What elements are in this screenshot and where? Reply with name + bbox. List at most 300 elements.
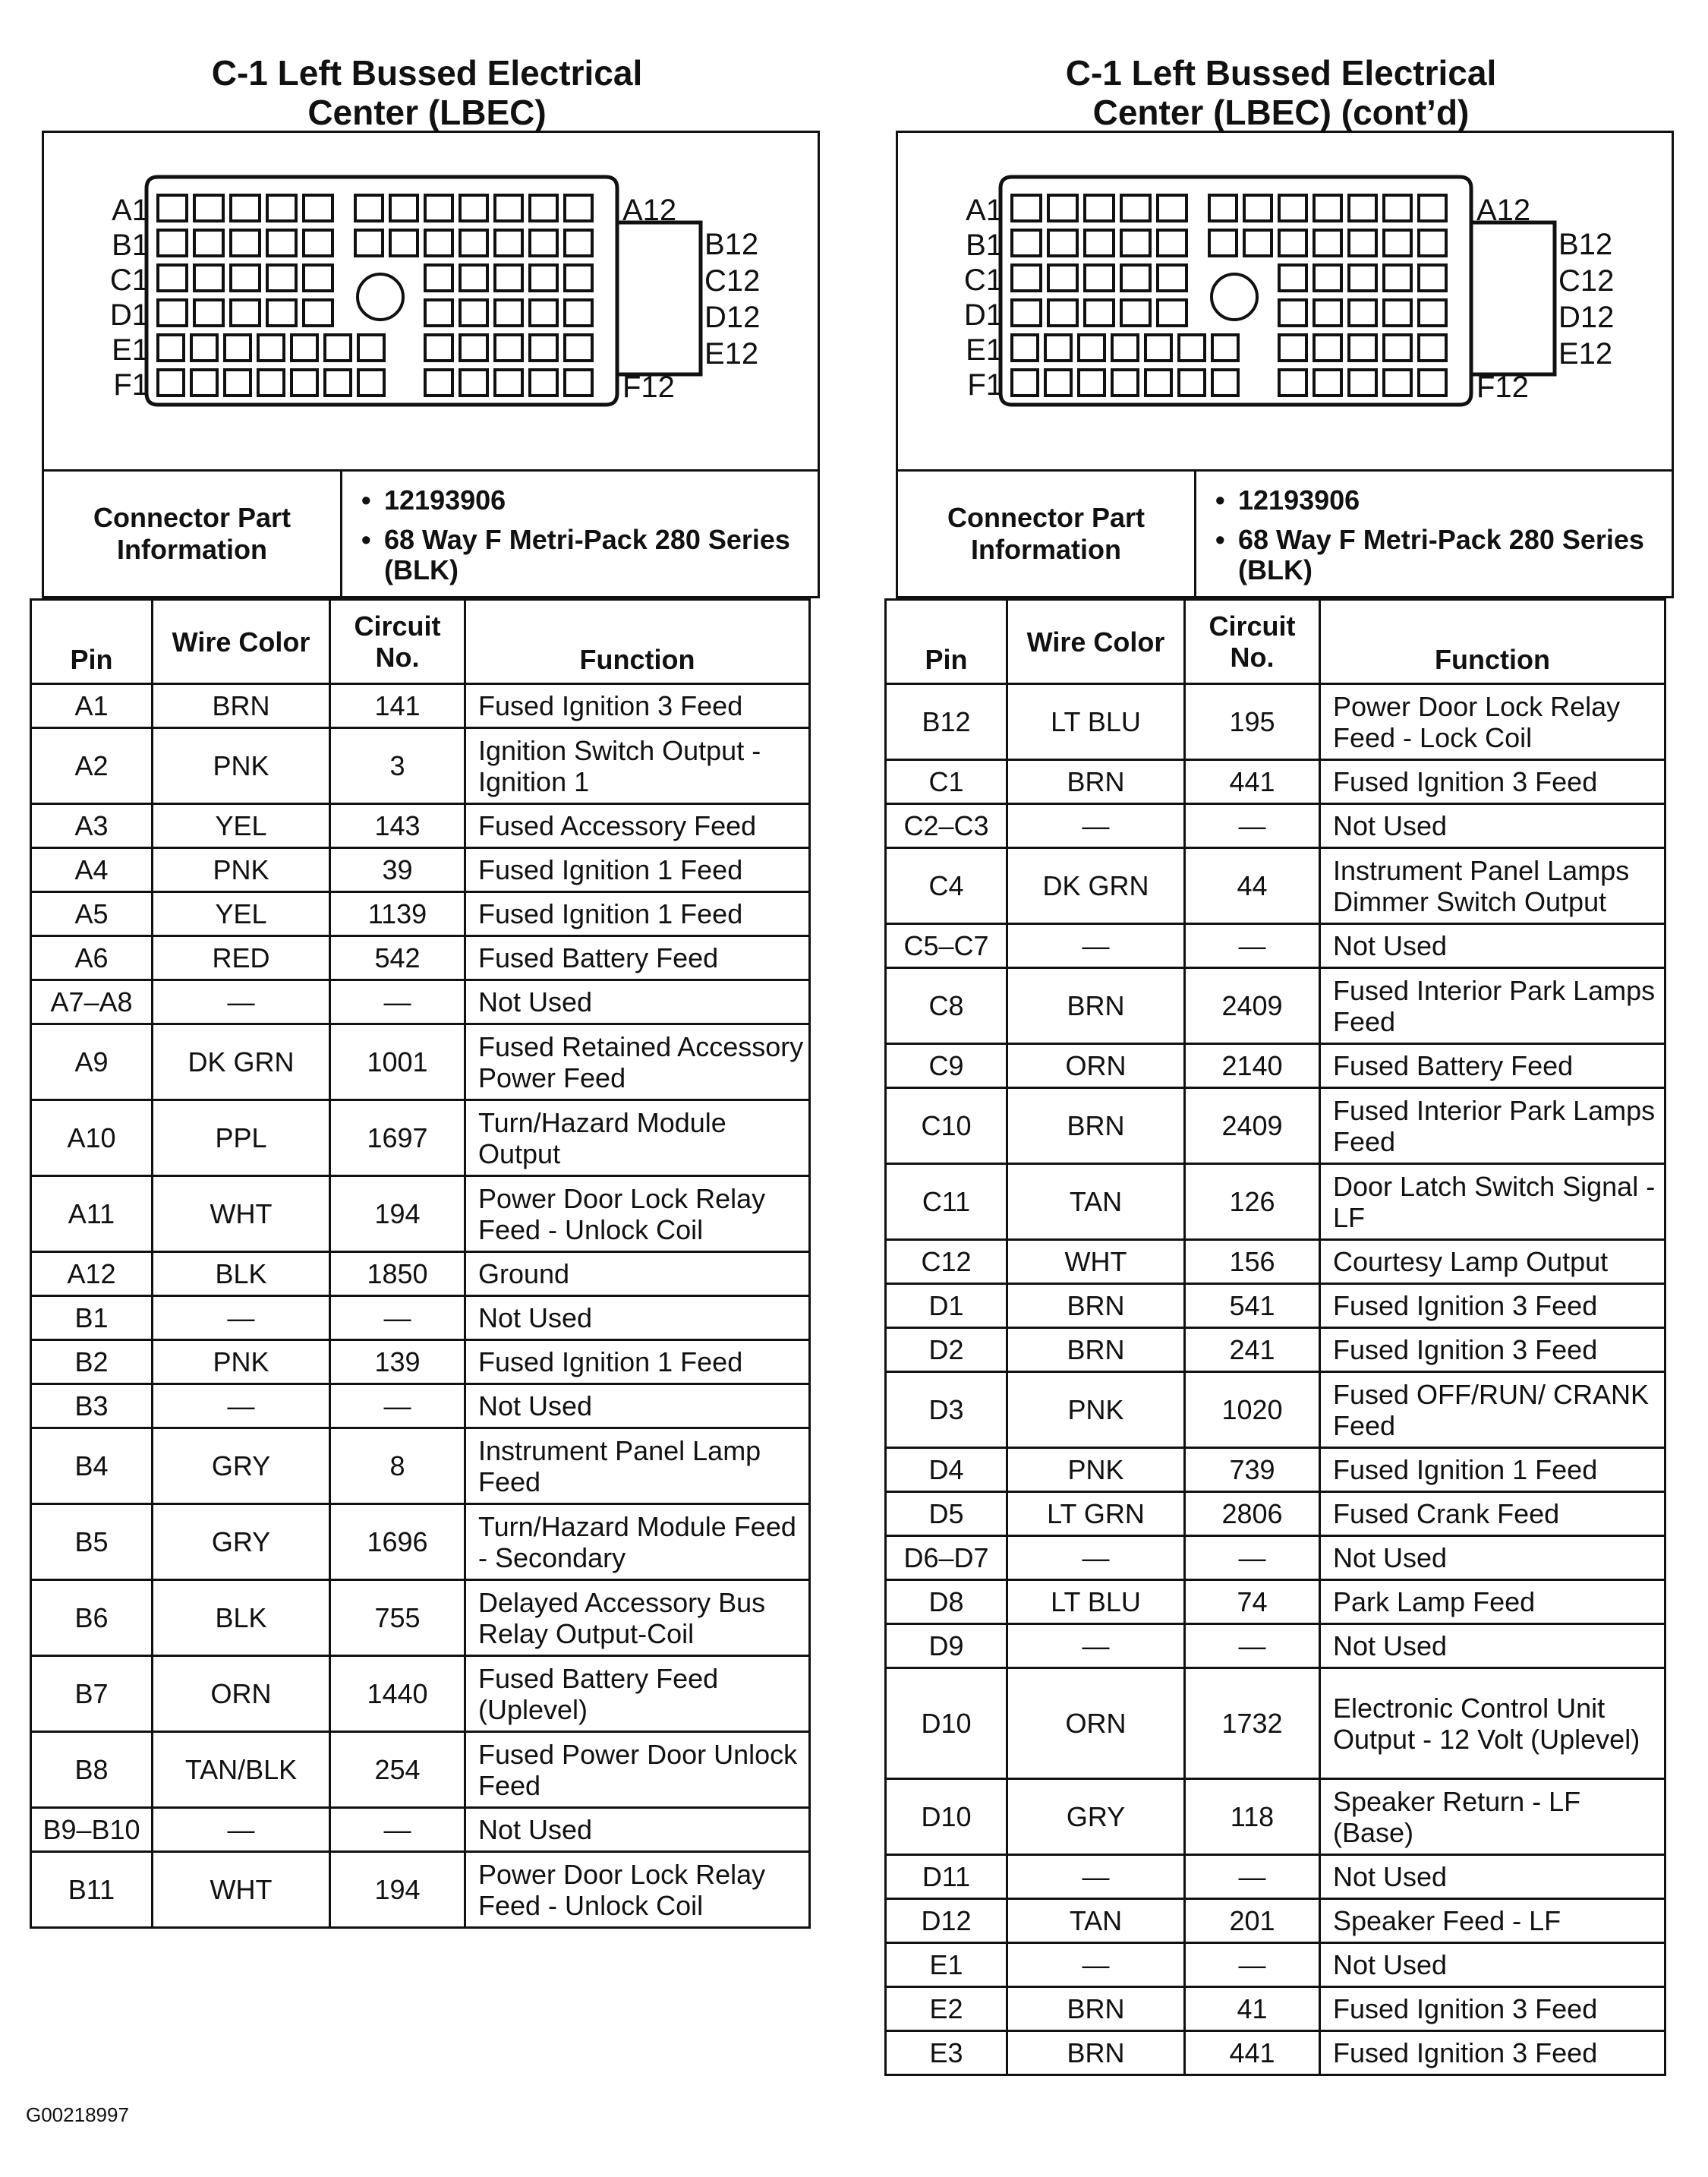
pin-cavity [1145, 370, 1171, 396]
pin-cell: C9 [886, 1044, 1007, 1088]
circuit-cell: — [1185, 924, 1320, 968]
wire-color-cell: PNK [153, 728, 330, 804]
wire-color-cell: PNK [153, 848, 330, 892]
pin-cavity [1048, 195, 1077, 221]
connector-type: • 68 Way F Metri-Pack 280 Series (BLK) [384, 525, 818, 585]
pin-cavity [530, 195, 557, 221]
polarizing-post [1212, 274, 1257, 320]
wire-color-cell: WHT [153, 1852, 330, 1928]
pin-cell: B6 [31, 1580, 153, 1656]
pin-cell: B5 [31, 1504, 153, 1580]
header-pin: Pin [886, 600, 1007, 684]
circuit-cell: 542 [330, 936, 465, 980]
circuit-cell: 194 [330, 1176, 465, 1252]
circuit-cell: 44 [1185, 848, 1320, 924]
pin-cavity [1314, 230, 1341, 256]
pin-cavity [1012, 230, 1041, 256]
connector-face-drawing [898, 133, 1672, 471]
function-cell: Fused Ignition 3 Feed [1320, 1328, 1665, 1372]
circuit-cell: 3 [330, 728, 465, 804]
function-cell: Fused Ignition 3 Feed [1320, 760, 1665, 804]
wire-color-cell: BRN [1007, 760, 1185, 804]
function-cell: Delayed Accessory Bus Relay Output-Coil [465, 1580, 810, 1656]
circuit-cell: 126 [1185, 1164, 1320, 1240]
wire-color-cell: — [1007, 1855, 1185, 1899]
table-row [31, 936, 810, 980]
function-cell: Fused Ignition 1 Feed [465, 1340, 810, 1384]
pin-cavity [1048, 265, 1077, 291]
circuit-cell: 1440 [330, 1656, 465, 1732]
connector-info-label: Connector Part Information [898, 472, 1196, 596]
pin-cavity [158, 265, 187, 291]
pin-cavity [158, 370, 184, 396]
function-cell: Fused Accessory Feed [465, 804, 810, 848]
pin-cell: B1 [31, 1296, 153, 1340]
pin-cell: C8 [886, 968, 1007, 1044]
table-row [886, 1372, 1665, 1448]
wire-color-cell: BRN [1007, 1328, 1185, 1372]
table-row [31, 1296, 810, 1340]
function-cell: Speaker Return - LF (Base) [1320, 1779, 1665, 1855]
pin-cavity [1244, 230, 1272, 256]
pin-cavity [565, 300, 592, 326]
circuit-cell: 1020 [1185, 1372, 1320, 1448]
pin-label: E1 [966, 333, 1003, 367]
circuit-cell: 1697 [330, 1100, 465, 1176]
right-connector-diagram [896, 131, 1674, 471]
pin-cavity [1045, 370, 1071, 396]
table-row [31, 684, 810, 728]
wire-color-cell: BRN [1007, 1284, 1185, 1328]
function-cell: Not Used [1320, 1624, 1665, 1668]
pin-cavity [425, 230, 452, 256]
pin-cell: A12 [31, 1252, 153, 1296]
pin-cavity [1045, 335, 1071, 361]
header-pin: Pin [31, 600, 153, 684]
polarizing-post [358, 274, 403, 320]
table-row [886, 1899, 1665, 1943]
pin-cell: D12 [886, 1899, 1007, 1943]
wire-color-cell: — [153, 1384, 330, 1428]
right-pin-table [884, 598, 1666, 2076]
table-row [886, 1448, 1665, 1492]
pin-cavity [1384, 195, 1411, 221]
table-row [886, 804, 1665, 848]
pin-label: F1 [113, 368, 149, 402]
pin-cavity [1314, 300, 1341, 326]
pin-cavity [460, 230, 487, 256]
circuit-cell: — [1185, 804, 1320, 848]
pin-cavity [325, 370, 351, 396]
function-cell: Ignition Switch Output - Ignition 1 [465, 728, 810, 804]
pin-cell: A9 [31, 1024, 153, 1100]
pin-cavity [530, 370, 557, 396]
pin-cavity [1121, 265, 1150, 291]
pin-label: B12 [704, 228, 759, 261]
pin-cavity [1384, 300, 1411, 326]
pin-cavity [267, 300, 296, 326]
function-cell: Turn/Hazard Module Feed - Secondary [465, 1504, 810, 1580]
function-cell: Fused Ignition 1 Feed [465, 848, 810, 892]
circuit-cell: — [1185, 1855, 1320, 1899]
pin-cavity [460, 335, 487, 361]
pin-cavity [1012, 300, 1041, 326]
pin-cavity [358, 335, 384, 361]
pin-cell: B3 [31, 1384, 153, 1428]
table-row [886, 1328, 1665, 1372]
pin-label: A12 [1476, 194, 1531, 227]
table-row [886, 1779, 1665, 1855]
wire-color-cell: — [1007, 1624, 1185, 1668]
pin-cavity [225, 335, 251, 361]
function-cell: Instrument Panel Lamp Feed [465, 1428, 810, 1504]
pin-cavity [495, 335, 522, 361]
function-cell: Power Door Lock Relay Feed - Lock Coil [1320, 684, 1665, 760]
pin-cavity [1112, 335, 1138, 361]
pin-cavity [1384, 265, 1411, 291]
circuit-cell: — [330, 1296, 465, 1340]
part-number: • 12193906 [1238, 485, 1672, 516]
table-row [886, 2031, 1665, 2075]
table-row [31, 728, 810, 804]
circuit-cell: — [330, 980, 465, 1024]
circuit-cell: 1696 [330, 1504, 465, 1580]
pin-cavity [565, 370, 592, 396]
pin-cavity [325, 335, 351, 361]
pin-cell: C10 [886, 1088, 1007, 1164]
pin-cavity [1012, 195, 1041, 221]
pin-cavity [495, 195, 522, 221]
table-row [31, 1252, 810, 1296]
wire-color-cell: LT GRN [1007, 1492, 1185, 1536]
pin-label: C12 [1558, 264, 1615, 298]
pin-cavity [1279, 230, 1306, 256]
function-cell: Fused Ignition 3 Feed [1320, 1284, 1665, 1328]
pin-label: C1 [109, 263, 149, 297]
wire-color-cell: PNK [1007, 1448, 1185, 1492]
pin-cavity [495, 300, 522, 326]
circuit-cell: 1139 [330, 892, 465, 936]
pin-cavity [1384, 335, 1411, 361]
pin-label: D12 [704, 301, 761, 334]
circuit-cell: 241 [1185, 1328, 1320, 1372]
circuit-cell: 195 [1185, 684, 1320, 760]
function-cell: Speaker Feed - LF [1320, 1899, 1665, 1943]
function-cell: Fused Ignition 1 Feed [465, 892, 810, 936]
pin-cavity [191, 370, 217, 396]
pin-cell: A7–A8 [31, 980, 153, 1024]
table-row [31, 1340, 810, 1384]
pin-cavity [1279, 195, 1306, 221]
pin-label: A1 [112, 194, 149, 227]
pin-cavity [1112, 370, 1138, 396]
left-title: C-1 Left Bussed Electrical Center (LBEC) [211, 53, 643, 132]
pin-cell: B8 [31, 1732, 153, 1808]
wire-color-cell: — [1007, 924, 1185, 968]
pin-cavity [225, 370, 251, 396]
pin-label: E12 [704, 337, 759, 371]
header-wire-color: Wire Color [153, 600, 330, 684]
table-row [886, 1492, 1665, 1536]
wire-color-cell: WHT [153, 1176, 330, 1252]
pin-cell: D10 [886, 1668, 1007, 1779]
pin-cavity [460, 300, 487, 326]
wire-color-cell: DK GRN [153, 1024, 330, 1100]
pin-cavity [1279, 265, 1306, 291]
pin-cavity [1121, 230, 1150, 256]
pin-cell: D4 [886, 1448, 1007, 1492]
table-row [886, 1668, 1665, 1779]
pin-cavity [258, 370, 284, 396]
wire-color-cell: PNK [1007, 1372, 1185, 1448]
pin-cell: A2 [31, 728, 153, 804]
function-cell: Park Lamp Feed [1320, 1580, 1665, 1624]
pin-cell: A4 [31, 848, 153, 892]
pin-cell: B4 [31, 1428, 153, 1504]
pin-cavity [304, 300, 332, 326]
pin-cell: D2 [886, 1328, 1007, 1372]
pin-cavity [425, 335, 452, 361]
function-cell: Fused Ignition 3 Feed [1320, 1987, 1665, 2031]
circuit-cell: 254 [330, 1732, 465, 1808]
circuit-cell: 141 [330, 684, 465, 728]
wire-color-cell: YEL [153, 892, 330, 936]
pin-cavity [495, 230, 522, 256]
pin-cavity [1349, 265, 1376, 291]
table-row [886, 1088, 1665, 1164]
function-cell: Fused Retained Accessory Power Feed [465, 1024, 810, 1100]
pin-cell: E3 [886, 2031, 1007, 2075]
circuit-cell: 1001 [330, 1024, 465, 1100]
function-cell: Fused Interior Park Lamps Feed [1320, 1088, 1665, 1164]
table-row [886, 1240, 1665, 1284]
left-connector-info [42, 469, 820, 598]
pin-cell: A11 [31, 1176, 153, 1252]
pin-cavity [358, 370, 384, 396]
circuit-cell: 143 [330, 804, 465, 848]
connector-info-values [342, 472, 818, 596]
function-cell: Not Used [1320, 1855, 1665, 1899]
circuit-cell: 2409 [1185, 1088, 1320, 1164]
pin-cavity [1212, 370, 1238, 396]
pin-cavity [258, 335, 284, 361]
pin-cavity [1244, 195, 1272, 221]
circuit-cell: 118 [1185, 1779, 1320, 1855]
pin-cavity [267, 195, 296, 221]
pin-cavity [1419, 265, 1446, 291]
circuit-cell: — [1185, 1624, 1320, 1668]
table-row [886, 1855, 1665, 1899]
circuit-cell: 441 [1185, 2031, 1320, 2075]
function-cell: Not Used [1320, 804, 1665, 848]
pin-cavity [1121, 300, 1150, 326]
wire-color-cell: BRN [1007, 968, 1185, 1044]
circuit-cell: 755 [330, 1580, 465, 1656]
pin-cavity [1349, 195, 1376, 221]
pin-cavity [231, 195, 260, 221]
circuit-cell: 139 [330, 1340, 465, 1384]
function-cell: Fused Interior Park Lamps Feed [1320, 968, 1665, 1044]
wire-color-cell: DK GRN [1007, 848, 1185, 924]
function-cell: Not Used [465, 1808, 810, 1852]
function-cell: Power Door Lock Relay Feed - Unlock Coil [465, 1852, 810, 1928]
pin-label: F1 [967, 368, 1003, 402]
function-cell: Not Used [465, 980, 810, 1024]
pin-cavity [304, 230, 332, 256]
pin-label: C1 [963, 263, 1003, 297]
wire-color-cell: — [153, 980, 330, 1024]
wire-color-cell: YEL [153, 804, 330, 848]
function-cell: Power Door Lock Relay Feed - Unlock Coil [465, 1176, 810, 1252]
pin-cavity [1085, 265, 1114, 291]
pin-cell: A1 [31, 684, 153, 728]
pin-cavity [495, 370, 522, 396]
connector-latch [617, 222, 701, 374]
wire-color-cell: PPL [153, 1100, 330, 1176]
pin-label: E1 [112, 333, 149, 367]
pin-cell: C1 [886, 760, 1007, 804]
pin-cavity [1419, 335, 1446, 361]
pin-cell: E1 [886, 1943, 1007, 1987]
pin-cavity [425, 195, 452, 221]
pin-cavity [390, 230, 418, 256]
pin-label: D12 [1558, 301, 1615, 334]
wire-color-cell: — [1007, 804, 1185, 848]
pin-cavity [1349, 335, 1376, 361]
pin-cavity [565, 265, 592, 291]
pin-cavity [530, 335, 557, 361]
pin-cavity [194, 230, 223, 256]
pin-cavity [1314, 195, 1341, 221]
pin-cell: A10 [31, 1100, 153, 1176]
connector-info-values [1196, 472, 1672, 596]
table-row [886, 1044, 1665, 1088]
circuit-cell: 194 [330, 1852, 465, 1928]
table-row [31, 1384, 810, 1428]
table-row [886, 1284, 1665, 1328]
wire-color-cell: — [1007, 1943, 1185, 1987]
function-cell: Not Used [1320, 924, 1665, 968]
wire-color-cell: RED [153, 936, 330, 980]
function-cell: Not Used [465, 1296, 810, 1340]
pin-cell: B12 [886, 684, 1007, 760]
pin-cavity [565, 335, 592, 361]
circuit-cell: 39 [330, 848, 465, 892]
table-row [886, 684, 1665, 760]
pin-label: A1 [966, 194, 1003, 227]
pin-cavity [1314, 370, 1341, 396]
pin-cavity [1012, 265, 1041, 291]
right-title: C-1 Left Bussed Electrical Center (LBEC) (cont’d) [1065, 53, 1497, 132]
pin-cavity [1085, 230, 1114, 256]
pin-cavity [231, 265, 260, 291]
table-row [886, 1943, 1665, 1987]
pin-cavity [425, 370, 452, 396]
function-cell: Fused Ignition 3 Feed [1320, 2031, 1665, 2075]
pin-label: B12 [1558, 228, 1613, 261]
wire-color-cell: ORN [1007, 1668, 1185, 1779]
circuit-cell: 2409 [1185, 968, 1320, 1044]
pin-cavity [355, 230, 383, 256]
pin-cavity [460, 195, 487, 221]
pin-label: B1 [112, 229, 149, 262]
pin-cell: D1 [886, 1284, 1007, 1328]
wire-color-cell: PNK [153, 1340, 330, 1384]
pin-cavity [1048, 230, 1077, 256]
pin-cell: D6–D7 [886, 1536, 1007, 1580]
wire-color-cell: GRY [153, 1504, 330, 1580]
function-cell: Fused Crank Feed [1320, 1492, 1665, 1536]
pin-cavity [1419, 230, 1446, 256]
pin-label: E12 [1558, 337, 1613, 371]
pin-cell: A6 [31, 936, 153, 980]
pin-cavity [1212, 335, 1238, 361]
table-row [31, 1024, 810, 1100]
pin-cell: E2 [886, 1987, 1007, 2031]
table-row [886, 924, 1665, 968]
pin-cavity [1158, 195, 1186, 221]
function-cell: Fused Power Door Unlock Feed [465, 1732, 810, 1808]
pin-cavity [1079, 370, 1105, 396]
circuit-cell: 8 [330, 1428, 465, 1504]
pin-cavity [1279, 335, 1306, 361]
table-row [886, 1624, 1665, 1668]
wire-color-cell: GRY [153, 1428, 330, 1504]
table-row [31, 892, 810, 936]
pin-cavity [304, 265, 332, 291]
pin-cavity [191, 335, 217, 361]
pin-cavity [460, 265, 487, 291]
table-header-row [886, 600, 1665, 684]
part-number: • 12193906 [384, 485, 818, 516]
pin-cavity [1079, 335, 1105, 361]
circuit-cell: 74 [1185, 1580, 1320, 1624]
function-cell: Not Used [1320, 1943, 1665, 1987]
wire-color-cell: GRY [1007, 1779, 1185, 1855]
circuit-cell: 739 [1185, 1448, 1320, 1492]
wire-color-cell: BRN [153, 684, 330, 728]
pin-cell: D10 [886, 1779, 1007, 1855]
pin-cavity [425, 265, 452, 291]
function-cell: Fused Battery Feed [465, 936, 810, 980]
pin-cell: B11 [31, 1852, 153, 1928]
table-row [31, 1732, 810, 1808]
pin-cavity [1349, 230, 1376, 256]
table-row [886, 760, 1665, 804]
pin-cavity [1384, 370, 1411, 396]
table-row [31, 1580, 810, 1656]
wire-color-cell: ORN [1007, 1044, 1185, 1088]
wire-color-cell: WHT [1007, 1240, 1185, 1284]
table-row [31, 1656, 810, 1732]
function-cell: Ground [465, 1252, 810, 1296]
circuit-cell: 441 [1185, 760, 1320, 804]
pin-cell: C2–C3 [886, 804, 1007, 848]
figure-code: G00218997 [26, 2103, 129, 2126]
pin-label: A12 [622, 194, 677, 227]
pin-cavity [530, 265, 557, 291]
function-cell: Fused Ignition 3 Feed [465, 684, 810, 728]
circuit-cell: 201 [1185, 1899, 1320, 1943]
circuit-cell: — [330, 1808, 465, 1852]
circuit-cell: 2806 [1185, 1492, 1320, 1536]
header-circuit: Circuit No. [1185, 600, 1320, 684]
table-row [31, 804, 810, 848]
pin-cavity [530, 230, 557, 256]
pin-cavity [1158, 265, 1186, 291]
pin-cavity [1314, 265, 1341, 291]
connector-info-label: Connector Part Information [44, 472, 342, 596]
